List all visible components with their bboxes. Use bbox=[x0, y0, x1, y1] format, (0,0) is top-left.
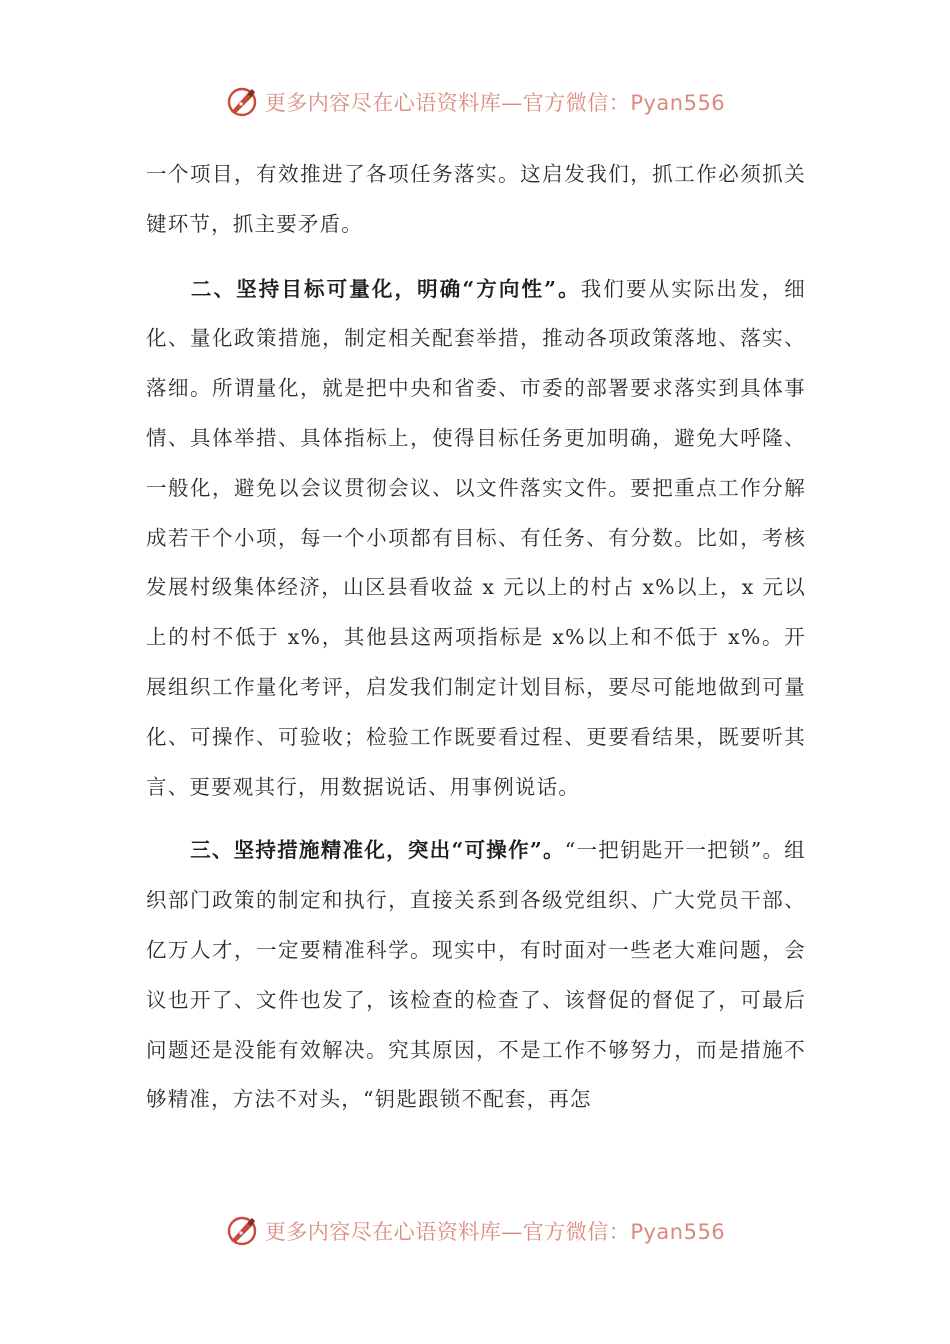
paragraph-text: 一个项目，有效推进了各项任务落实。这启发我们，抓工作必须抓关键环节，抓主要矛盾。 bbox=[146, 162, 806, 236]
watermark-text: 更多内容尽在心语资料库—官方微信：Pyan556 bbox=[264, 91, 726, 115]
watermark-text: 更多内容尽在心语资料库—官方微信：Pyan556 bbox=[264, 1220, 726, 1244]
section-heading: 二、坚持目标可量化，明确“方向性”。 bbox=[190, 276, 581, 301]
wechat-id: Pyan556 bbox=[630, 91, 726, 115]
wechat-id: Pyan556 bbox=[630, 1220, 726, 1244]
paragraph-continuation bbox=[146, 150, 806, 250]
header-watermark bbox=[0, 82, 950, 122]
pen-nib-logo-icon bbox=[225, 1214, 259, 1248]
pen-nib-logo-icon bbox=[225, 85, 259, 119]
paragraph-section-3 bbox=[146, 826, 806, 1125]
document-body bbox=[146, 150, 806, 1125]
paragraph-text: 我们要从实际出发，细化、量化政策措施，制定相关配套举措，推动各项政策落地、落实、落细。所谓量化，就是把中央和省委、市委的部署要求落实到具体事情、具体举措、具体指标上，使得目标任务更加明确，避免大呼隆、一般化，避免以会议贯彻会议、以文件落实文件。要把重点工作分解成若干个小项，每一个小项都有目标、有任务、有分数。比如，考核发展村级集体经济，山区县看收益 x 元以上的村占 x%以上，x 元以上的村不低于 x%，其他县这两项指标是 x%以上和不低于 x%。开展组织工作量化考评，启发我们制定计划目标，要尽可能地做到可量化、可操作、可验收；检验工作既要看过程、更要看结果，既要听其言、更要观其行，用数据说话、用事例说话。 bbox=[146, 276, 806, 799]
paragraph-section-2 bbox=[146, 265, 806, 813]
paragraph-text: “一把钥匙开一把锁”。组织部门政策的制定和执行，直接关系到各级党组织、广大党员干部、亿万人才，一定要精准科学。现实中，有时面对一些老大难问题，会议也开了、文件也发了，该检查的检查了、该督促的督促了，可最后问题还是没能有效解决。究其原因，不是工作不够努力，而是措施不够精准，方法不对头，“钥匙跟锁不配套，再怎 bbox=[146, 838, 806, 1112]
section-heading: 三、坚持措施精准化，突出“可操作”。 bbox=[190, 838, 565, 863]
footer-watermark bbox=[0, 1211, 950, 1251]
